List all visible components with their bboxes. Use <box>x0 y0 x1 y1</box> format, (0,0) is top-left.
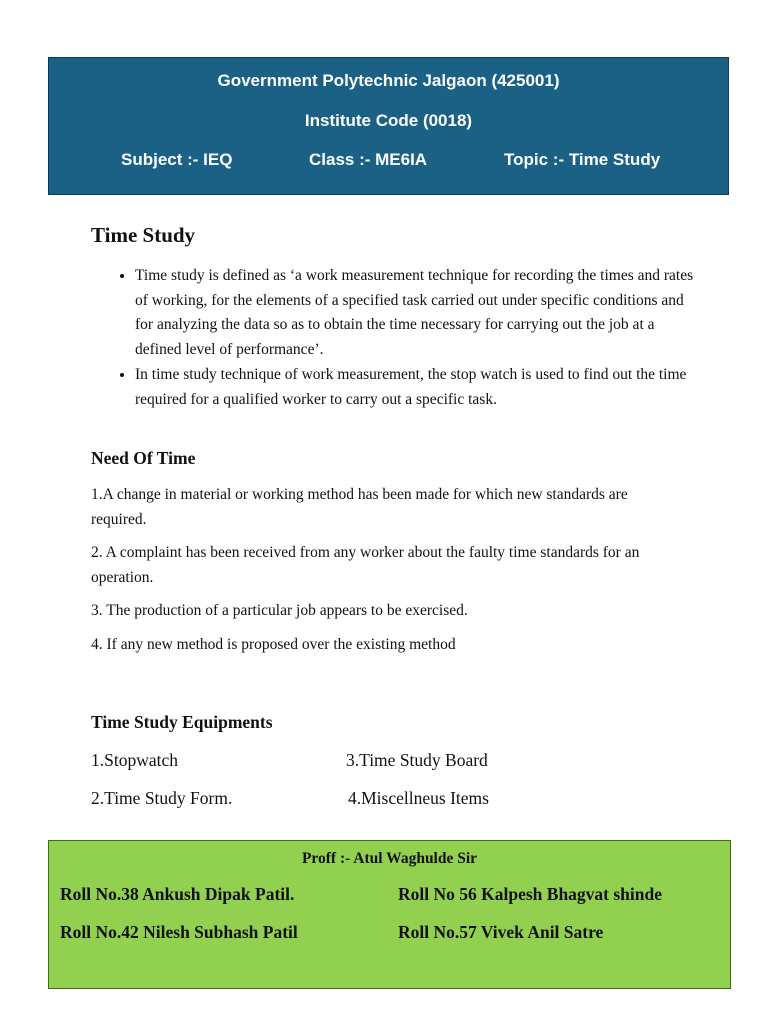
need-item: 2. A complaint has been received from any worker about the faulty time standards for an operation. <box>91 544 640 586</box>
equipments-heading: Time Study Equipments <box>91 712 273 732</box>
header-banner <box>48 57 729 195</box>
institute-code: Institute Code (0018) <box>304 111 473 130</box>
equipment-item: 3.Time Study Board <box>346 750 488 770</box>
bullet-item: • Time study is defined as ‘a work measurement technique for recording the times and rates of working, for the elements of a specified task carried out under specific conditions and for analyzing the data so as to obtain the time necessary for carrying out the job at a defined level of performance’. <box>135 264 700 363</box>
roll-entry: Roll No 56 Kalpesh Bhagvat shinde <box>398 884 663 904</box>
equipment-item: 4.Miscellneus Items <box>348 788 489 808</box>
institute-name: Government Polytechnic Jalgaon (425001) <box>217 71 560 90</box>
roll-entry: Roll No.57 Vivek Anil Satre <box>398 922 604 942</box>
roll-entry: Roll No.42 Nilesh Subhash Patil <box>60 922 298 942</box>
need-item: 3. The production of a particular job appears to be exercised. <box>91 602 468 619</box>
topic-label: Topic :- Time Study <box>504 150 661 169</box>
roll-entry: Roll No.38 Ankush Dipak Patil. <box>60 884 295 904</box>
equipment-item: 2.Time Study Form. <box>91 788 233 808</box>
time-study-bullets <box>112 264 700 412</box>
need-item: 4. If any new method is proposed over the existing method <box>91 635 456 653</box>
need-item: 1.A change in material or working method has been made for which new standards are required. <box>91 486 628 528</box>
time-study-heading: Time Study <box>91 223 196 247</box>
class-label: Class :- ME6IA <box>309 150 428 169</box>
need-heading: Need Of Time <box>91 448 196 468</box>
subject-label: Subject :- IEQ <box>121 150 233 169</box>
footer-banner <box>48 840 731 989</box>
professor-name: Proff :- Atul Waghulde Sir <box>301 850 478 867</box>
need-list <box>91 483 681 666</box>
equipment-item: 1.Stopwatch <box>91 750 179 770</box>
bullet-item: • In time study technique of work measurement, the stop watch is used to find out the time required for a qualified worker to carry out a specific task. <box>135 363 700 412</box>
